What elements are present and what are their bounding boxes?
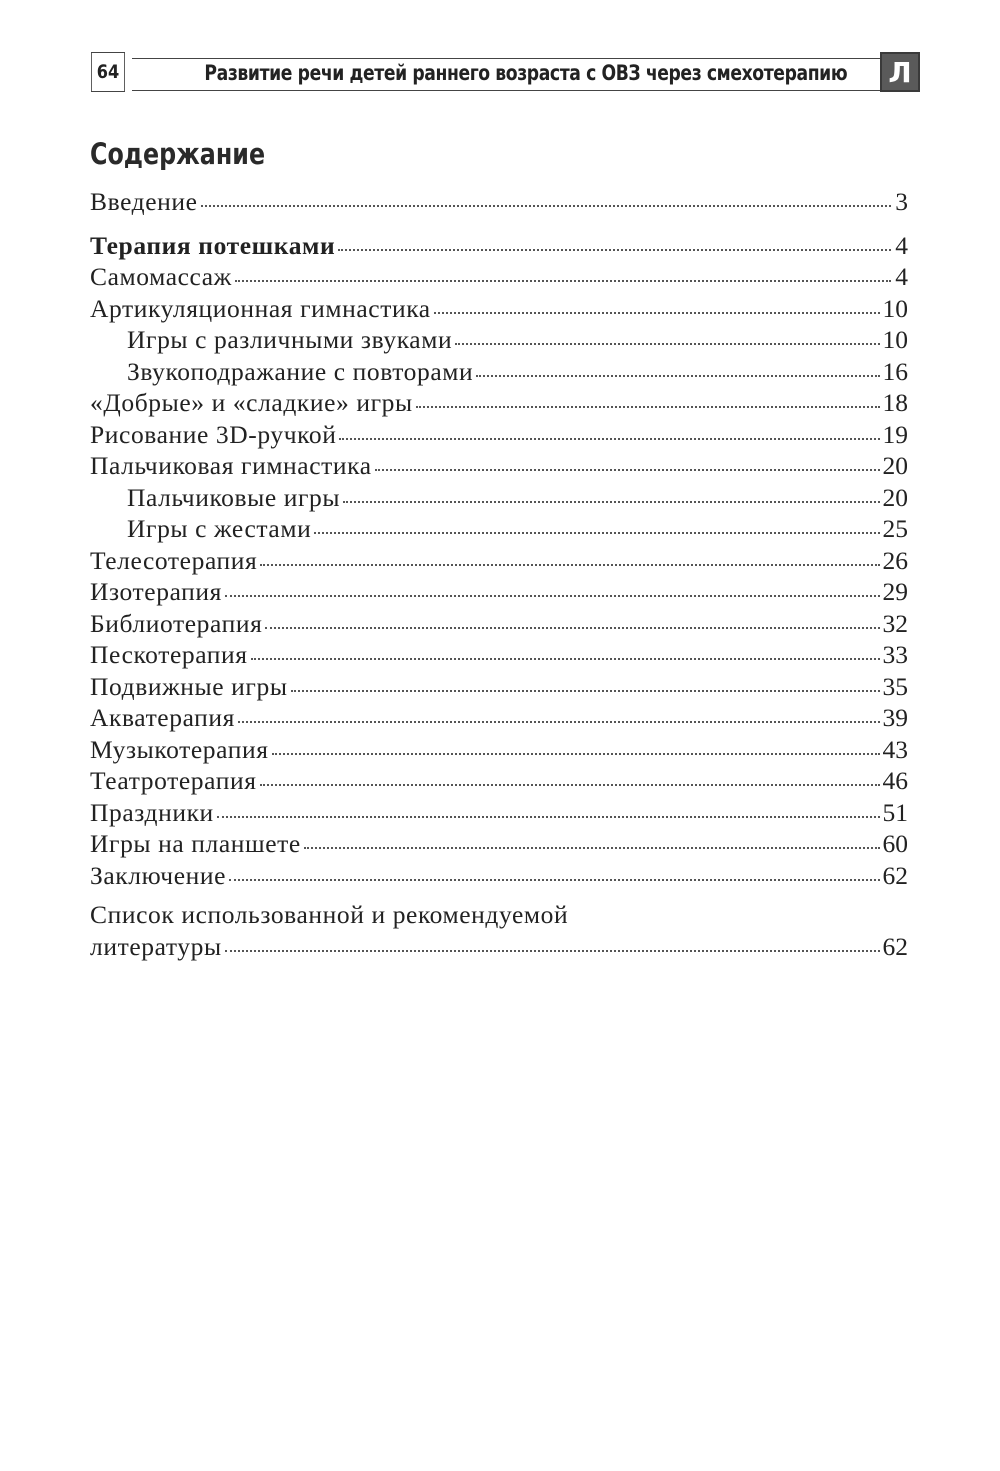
toc-entry-page: 51 (882, 797, 908, 827)
toc-entry-label: Игры с жестами (127, 514, 312, 543)
dot-leader (339, 416, 879, 440)
header-rule (132, 90, 880, 91)
toc-entry-page: 46 (882, 766, 908, 795)
dot-leader (455, 321, 879, 345)
toc-entry-page: 20 (882, 451, 908, 480)
toc-entry-label: Игры с различными звуками (127, 325, 453, 354)
toc-entry-label: Телесотерапия (90, 545, 258, 575)
toc-entry-page: 10 (882, 325, 908, 354)
toc-entry (90, 261, 908, 293)
dot-leader (225, 573, 880, 597)
toc-entry (90, 387, 908, 419)
toc-entry-label: Введение (90, 187, 198, 216)
toc-entry (90, 828, 908, 860)
toc-entry-page: 62 (882, 860, 908, 890)
toc-entry-label: Театротерапия (90, 766, 257, 795)
toc-entry-label: литературы (90, 931, 222, 961)
toc-subentry (90, 513, 908, 545)
toc-bibliography-line1: Список использованной и рекомендуемой (90, 900, 569, 929)
toc-entry-page: 20 (882, 482, 908, 512)
header-rule (132, 58, 880, 59)
dot-leader (251, 636, 880, 660)
toc-entry-label: Пальчиковые игры (127, 482, 341, 512)
dot-leader (201, 183, 891, 207)
toc-entry-page: 62 (882, 931, 908, 961)
toc-entry-page: 32 (882, 608, 908, 638)
toc-entry (90, 545, 908, 577)
toc-entry (90, 419, 908, 451)
toc-entry-label: Праздники (90, 797, 214, 827)
toc-entry-page: 39 (882, 703, 908, 732)
toc-heading: Содержание (90, 137, 266, 171)
toc-entry (90, 639, 908, 671)
toc-entry-page: 19 (882, 419, 908, 449)
dot-leader (291, 668, 880, 692)
toc-entry-page: 25 (882, 514, 908, 543)
toc-entry-label: Изотерапия (90, 577, 222, 606)
toc-entry (90, 576, 908, 608)
toc-entry-page: 29 (882, 577, 908, 606)
dot-leader (229, 857, 879, 881)
dot-leader (265, 605, 879, 629)
publisher-logo-icon: Л (880, 52, 920, 92)
dot-leader (476, 353, 879, 377)
toc-entry-label: Рисование 3D-ручкой (90, 419, 337, 449)
page-number: 64 (91, 52, 125, 92)
dot-leader (217, 794, 880, 818)
toc-entry-page: 16 (882, 356, 908, 386)
dot-leader (434, 290, 880, 314)
dot-leader (375, 447, 880, 471)
running-header (88, 52, 920, 94)
dot-leader (235, 258, 891, 282)
toc-bibliography-entry (90, 931, 908, 963)
toc-entry (90, 734, 908, 766)
dot-leader (260, 762, 880, 786)
toc-entry (90, 186, 908, 218)
toc-entry-label: «Добрые» и «сладкие» игры (90, 388, 413, 417)
toc-subentry (90, 482, 908, 514)
dot-leader (238, 699, 880, 723)
dot-leader (260, 542, 879, 566)
toc-entry-label: Музыкотерапия (90, 734, 269, 764)
toc-entry (90, 293, 908, 325)
toc-entry (90, 230, 908, 262)
table-of-contents (90, 186, 908, 962)
dot-leader (338, 227, 891, 251)
toc-entry-page: 60 (882, 829, 908, 858)
toc-subentry (90, 324, 908, 356)
toc-entry-label: Пескотерапия (90, 640, 248, 669)
toc-entry-label: Заключение (90, 860, 227, 890)
toc-entry-page: 3 (895, 187, 908, 216)
running-title: Развитие речи детей раннего возраста с ОВЗ через смехотерапию (204, 61, 848, 85)
toc-entry-page: 35 (882, 671, 908, 701)
toc-entry-page: 26 (882, 545, 908, 575)
dot-leader (304, 825, 880, 849)
dot-leader (272, 731, 880, 755)
toc-entry-page: 4 (895, 262, 908, 291)
toc-entry-label: Пальчиковая гимнастика (90, 451, 372, 480)
toc-entry-label: Игры на планшете (90, 829, 301, 858)
dot-leader (225, 928, 880, 952)
toc-entry-page: 10 (882, 293, 908, 323)
toc-entry-label: Звукоподражание с повторами (127, 356, 474, 386)
toc-entry-label: Терапия потешками (90, 230, 336, 260)
toc-entry (90, 671, 908, 703)
toc-entry (90, 765, 908, 797)
toc-entry-page: 18 (882, 388, 908, 417)
toc-entry-page: 33 (882, 640, 908, 669)
toc-entry-label: Акватерапия (90, 703, 235, 732)
toc-entry-label: Самомассаж (90, 262, 232, 291)
toc-entry-label: Библиотерапия (90, 608, 263, 638)
toc-entry (90, 702, 908, 734)
toc-entry (90, 860, 908, 892)
toc-entry-label: Подвижные игры (90, 671, 288, 701)
toc-entry-label: Артикуляционная гимнастика (90, 293, 431, 323)
toc-subentry (90, 356, 908, 388)
toc-entry (90, 797, 908, 829)
toc-entry-page: 4 (895, 230, 908, 260)
dot-leader (416, 384, 880, 408)
toc-entry (90, 450, 908, 482)
toc-entry-page: 43 (882, 734, 908, 764)
toc-entry (90, 608, 908, 640)
dot-leader (343, 479, 879, 503)
dot-leader (314, 510, 879, 534)
